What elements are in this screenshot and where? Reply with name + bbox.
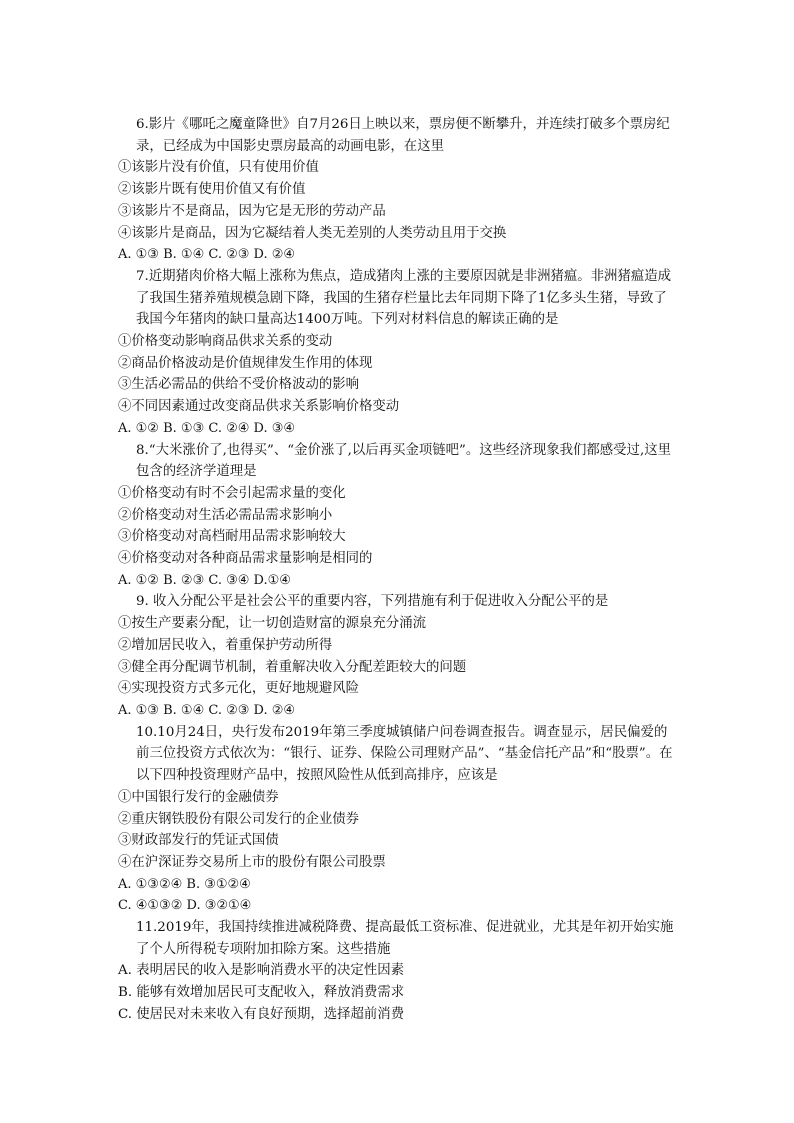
question-6 xyxy=(118,114,680,266)
answer-choices: A. ①③ B. ①④ C. ②③ D. ②④ xyxy=(118,247,296,263)
question-option: ④该影片是商品，因为它凝结着人类无差别的人类劳动且用于交换 xyxy=(118,225,507,241)
question-option: C. 使居民对未来收入有良好预期，选择超前消费 xyxy=(118,1006,405,1022)
question-stem: 6.影片《哪吒之魔童降世》自7月26日上映以来，票房便不断攀升，并连续打破多个票房纪录，已经成为中国影史票房最高的动画电影，在这里 xyxy=(136,117,670,154)
question-option: ①按生产要素分配，让一切创造财富的源泉充分涌流 xyxy=(118,616,426,632)
question-stem: 8.“大米涨价了,也得买”、“金价涨了,以后再买金项链吧”。这些经济现象我们都感受过,这里包含的经济学道理是 xyxy=(136,442,671,480)
question-option: ④不同因素通过改变商品供求关系影响价格变动 xyxy=(118,399,400,415)
question-option: ②商品价格波动是价值规律发生作用的体现 xyxy=(118,355,373,371)
question-option: ④在沪深证券交易所上市的股份有限公司股票 xyxy=(118,854,386,870)
question-option: ①该影片没有价值，只有使用价值 xyxy=(118,160,319,176)
question-stem: 11.2019年，我国持续推进减税降费、提高最低工资标准、促进就业，尤其是年初开始实施了个人所得税专项附加扣除方案。这些措施 xyxy=(136,920,674,957)
question-option: ③生活必需品的供给不受价格波动的影响 xyxy=(118,377,360,393)
question-option: ②增加居民收入，着重保护劳动所得 xyxy=(118,637,333,653)
question-7 xyxy=(118,266,680,440)
question-stem: 9. 收入分配公平是社会公平的重要内容，下列措施有利于促进收入分配公平的是 xyxy=(136,594,609,610)
question-option: ①价格变动影响商品供求关系的变动 xyxy=(118,334,333,350)
question-option: B. 能够有效增加居民可支配收入，释放消费需求 xyxy=(118,985,405,1001)
question-option: ③价格变动对高档耐用品需求影响较大 xyxy=(118,529,346,545)
answer-choices: A. ①② B. ①③ C. ②④ D. ③④ xyxy=(118,420,296,436)
question-option: ④实现投资方式多元化，更好地规避风险 xyxy=(118,681,360,697)
question-option: ③健全再分配调节机制，着重解决收入分配差距较大的问题 xyxy=(118,659,467,675)
question-option: ②重庆钢铁股份有限公司发行的企业债券 xyxy=(118,811,360,827)
question-10 xyxy=(118,722,680,917)
question-option: ②价格变动对生活必需品需求影响小 xyxy=(118,507,333,523)
question-option: ④价格变动对各种商品需求量影响是相同的 xyxy=(118,551,373,567)
question-8 xyxy=(118,440,680,592)
question-11 xyxy=(118,917,680,1026)
answer-choices: A. ①② B. ②③ C. ③④ D.①④ xyxy=(118,572,291,588)
answer-choices: A. ①③ B. ①④ C. ②③ D. ②④ xyxy=(118,702,296,718)
question-option: ①价格变动有时不会引起需求量的变化 xyxy=(118,485,346,501)
exam-page xyxy=(118,114,680,1026)
question-option: ③财政部发行的凭证式国债 xyxy=(118,833,279,849)
answer-choices: C. ④①③② D. ③②①④ xyxy=(118,898,252,914)
question-option: ①中国银行发行的金融债券 xyxy=(118,789,279,805)
question-option: A. 表明居民的收入是影响消费水平的决定性因素 xyxy=(118,963,404,979)
question-stem: 7.近期猪肉价格大幅上涨称为焦点，造成猪肉上涨的主要原因就是非洲猪瘟。非洲猪瘟造成了我国生猪养殖规模急剧下降，我国的生猪存栏量比去年同期下降了1亿多头生猪，导致了我国今年猪肉的缺口量高达1400万吨。下列对材料信息的解读正确的是 xyxy=(136,268,672,328)
question-9 xyxy=(118,591,680,721)
question-option: ③该影片不是商品，因为它是无形的劳动产品 xyxy=(118,203,386,219)
question-stem: 10.10月24日，央行发布2019年第三季度城镇储户问卷调查报告。调查显示，居民偏爱的前三位投资方式依次为：“银行、证券、保险公司理财产品”、“基金信托产品”和“股票”。在以下四种投资理财产品中，按照风险性从低到高排序，应该是 xyxy=(136,724,673,784)
question-option: ②该影片既有使用价值又有价值 xyxy=(118,182,306,198)
answer-choices: A. ①③②④ B. ③①②④ xyxy=(118,876,251,892)
